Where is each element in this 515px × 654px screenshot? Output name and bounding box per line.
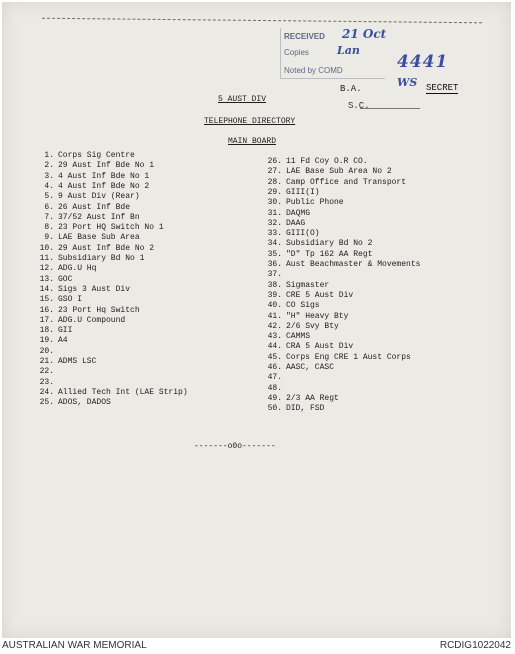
ba-mark: B.A. [340,84,362,94]
entry-name: CAMMS [286,332,311,342]
entry-number: 11. [39,254,54,263]
entry-name: AASC, CASC [286,363,335,372]
entry-name: 23 Port HQ Switch No 1 [58,223,164,233]
entry-number: 36. [267,260,282,269]
entry-name: 26 Aust Inf Bde [58,202,131,212]
entry-name: Camp Office and Transport [286,177,407,187]
entry-number: 18. [39,326,54,336]
entry-name: GOC [58,274,73,284]
entry-number: 50. [267,404,282,414]
entry-name: 9 Aust Div (Rear) [58,192,140,202]
page-subtitle: TELEPHONE DIRECTORY [204,117,296,126]
entry-number: 37. [267,270,282,280]
entry-number: 17. [39,315,54,325]
entry-number: 31. [267,208,282,218]
entry-name: GSO I [58,295,83,305]
entry-name: DID, FSD [286,404,325,414]
entry-number: 7. [44,212,54,222]
entry-name: Allied Tech Int (LAE Strip) [58,387,188,397]
entry-number: 10. [39,243,54,253]
entry-number: 25. [39,398,54,408]
entry-number: 33. [267,229,282,239]
entry-name: Public Phone [286,198,344,208]
footer-institution: AUSTRALIAN WAR MEMORIAL [2,640,147,651]
entry-name: DAAG [286,218,306,228]
entry-name: Corps Eng CRE 1 Aust Corps [286,352,411,362]
entry-number: 32. [267,218,282,228]
entry-number: 40. [267,301,282,311]
entry-name: 23 Port Hq Switch [58,305,140,315]
entry-name: LAE Base Sub Area No 2 [286,167,392,177]
entry-number: 9. [44,233,54,243]
end-separator: -------o0o------- [194,442,276,451]
secret-mark: SECRET [426,83,459,93]
handwritten-copies: Lan [337,44,360,57]
document-page [2,2,511,638]
entry-number: 24. [39,387,54,397]
entry-number: 35. [267,249,282,259]
entry-number: 28. [267,177,282,187]
entry-number: 21. [39,357,54,366]
entry-number: 5. [44,192,54,202]
entry-number: 42. [267,321,282,331]
section-title: MAIN BOARD [228,137,277,146]
entry-name: CRA 5 Aust Div [286,342,354,352]
entry-number: 13. [39,274,54,284]
entry-name: Aust Beachmaster & Movements [286,260,421,269]
entry-number: 29. [267,187,282,197]
entry-number: 14. [39,284,54,294]
entry-name: ADOS, DADOS [58,398,111,408]
entry-name: 4 Aust Inf Bde No 2 [58,181,150,191]
page-title: 5 AUST DIV [218,95,267,104]
entry-number: 1. [44,151,54,160]
entry-name: A4 [58,336,68,346]
entry-name: "H" Heavy Bty [286,311,349,321]
entry-name: GII [58,326,73,336]
entry-number: 49. [267,393,282,403]
entry-number: 45. [267,352,282,362]
entry-name: GIII(I) [286,187,320,197]
entry-name: 2/3 AA Regt [286,393,339,403]
handwritten-date: 21 Oct [342,27,387,41]
stamp-noted: Noted by COMD [284,66,343,75]
entry-number: 4. [44,181,54,191]
entry-number: 16. [39,305,54,315]
entry-number: 43. [267,332,282,342]
entry-name: ADG.U Hq [58,264,97,274]
stamp-received: RECEIVED [284,32,325,41]
entry-name: Subsidiary Bd No 2 [286,239,373,249]
entry-name: 2/6 Svy Bty [286,321,339,331]
entry-number: 26. [267,157,282,166]
entry-number: 23. [39,377,54,387]
entry-number: 27. [267,167,282,177]
entry-name: ADG.U Compound [58,315,126,325]
handwritten-initial: WS [397,76,418,89]
entry-number: 6. [44,202,54,212]
entry-number: 44. [267,342,282,352]
entry-number: 2. [44,161,54,171]
entry-name: CO Sigs [286,301,320,311]
entry-number: 19. [39,336,54,346]
entry-name: LAE Base Sub Area [58,233,140,243]
entry-name: "D" Tp 162 AA Regt [286,249,373,259]
entry-name: 4 Aust Inf Bde No 1 [58,171,150,181]
stamp-copies: Copies [284,48,309,57]
entry-number: 47. [267,373,282,383]
entry-number: 34. [267,239,282,249]
entry-number: 41. [267,311,282,321]
entry-name: Sigmaster [286,280,330,290]
entry-number: 39. [267,290,282,300]
entry-name: 29 Aust Inf Bde No 1 [58,161,155,171]
entry-number: 12. [39,264,54,274]
entry-name: DAQMG [286,208,311,218]
sc-mark: S.C. [348,101,370,111]
entry-number: 15. [39,295,54,305]
handwritten-number: 4441 [397,52,449,72]
entry-name: Subsidiary Bd No 1 [58,254,145,263]
entry-name: GIII(O) [286,229,320,239]
entry-name: Sigs 3 Aust Div [58,284,131,294]
entry-number: 22. [39,367,54,377]
archive-footer [0,638,515,654]
entry-name: CRE 5 Aust Div [286,290,354,300]
footer-reference: RCDIG1022042 [439,640,511,651]
entry-number: 46. [267,363,282,372]
sc-underline [360,108,420,109]
entry-name: ADMS LSC [58,357,97,366]
entry-number: 8. [44,223,54,233]
entry-name: 29 Aust Inf Bde No 2 [58,243,155,253]
entry-number: 48. [267,383,282,393]
entry-name: Corps Sig Centre [58,151,135,160]
entry-number: 3. [44,171,54,181]
entry-number: 38. [267,280,282,290]
entry-name: 37/52 Aust Inf Bn [58,212,140,222]
entry-name: 11 Fd Coy O.R CO. [286,157,368,166]
entry-number: 20. [39,346,54,356]
torn-edge [42,18,482,26]
entry-number: 30. [267,198,282,208]
